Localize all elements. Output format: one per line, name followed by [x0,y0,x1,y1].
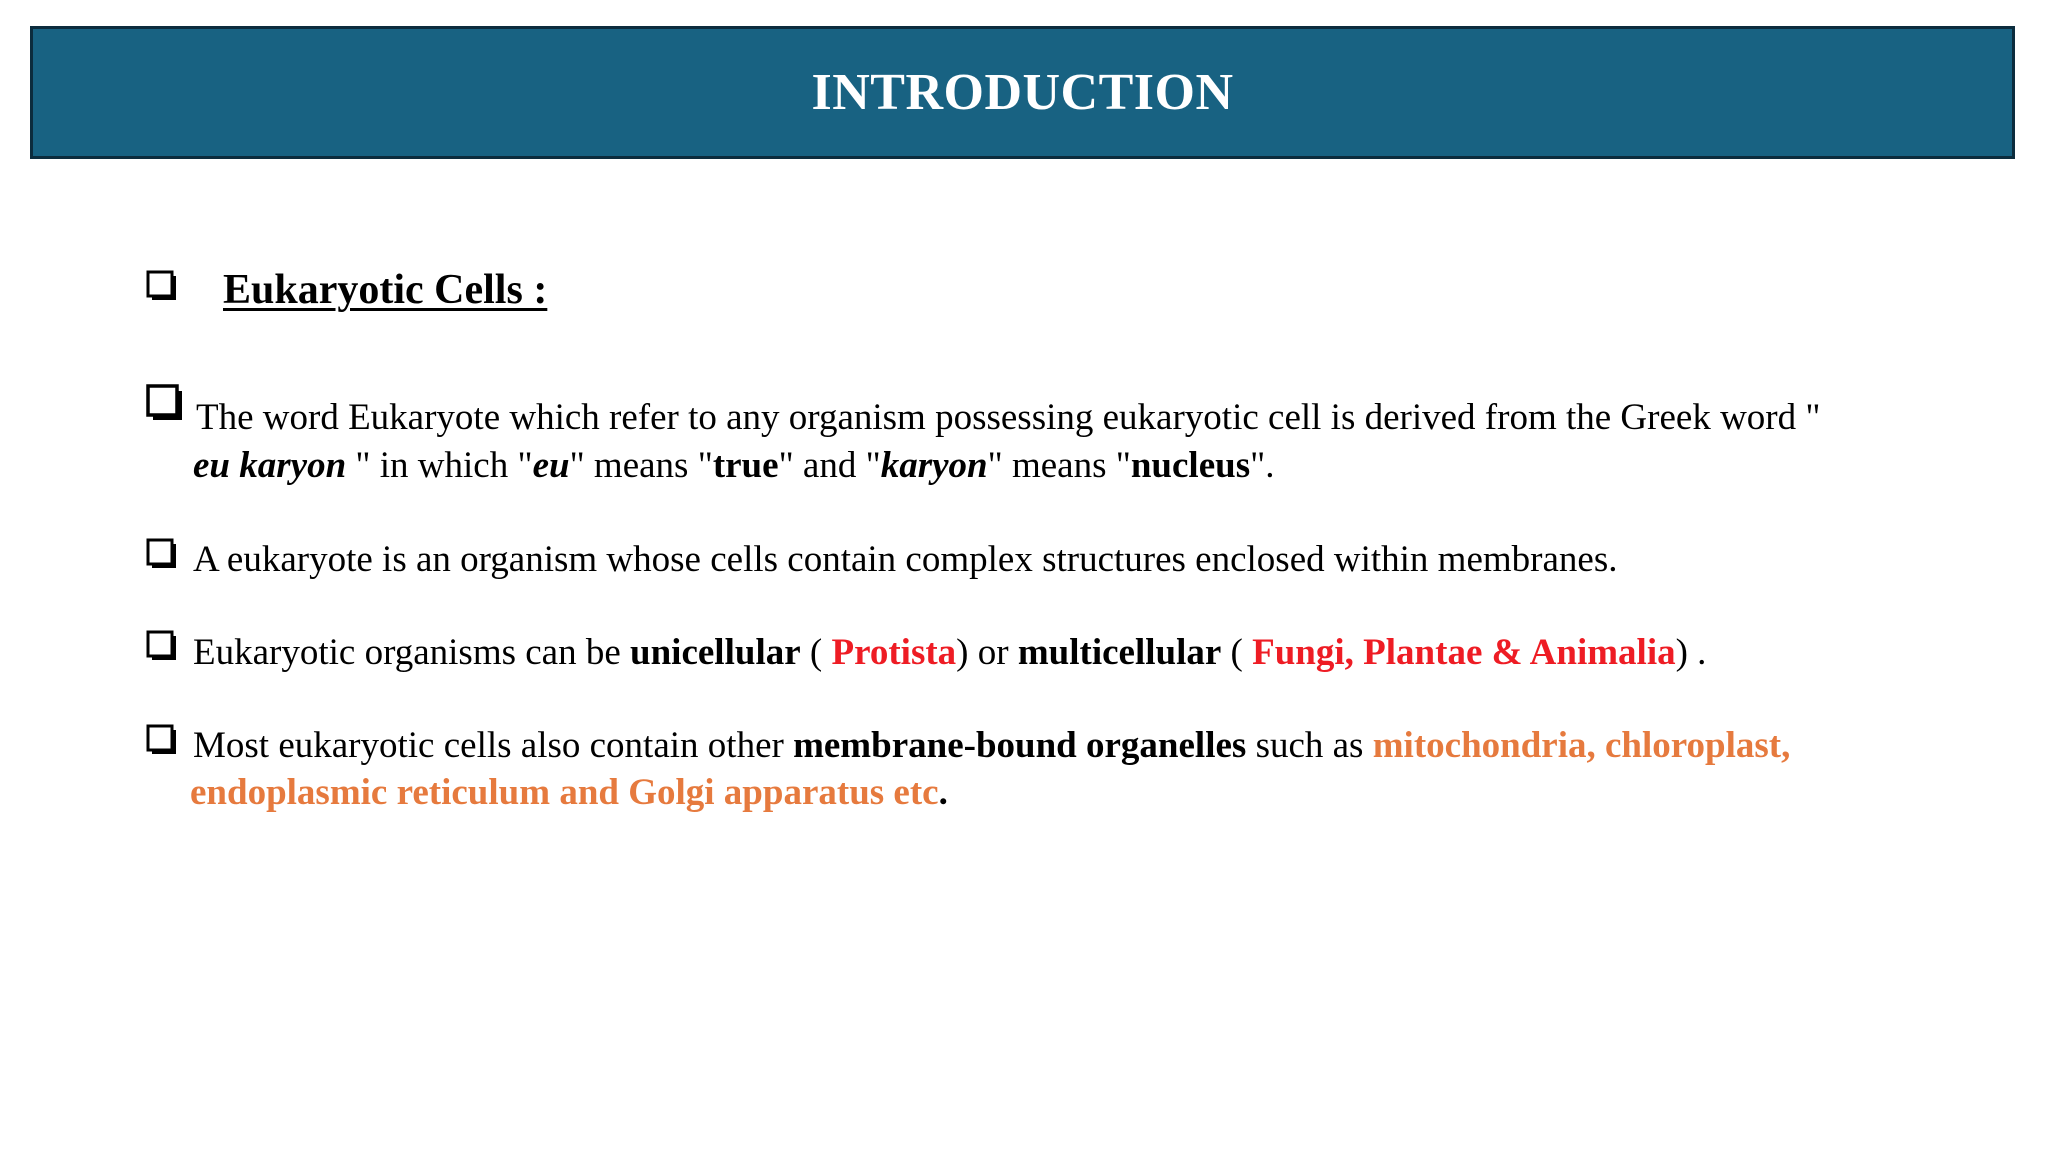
term-eu-karyon: eu karyon [193,445,347,486]
text-span: A eukaryote is an organism whose cells contain complex structures enclosed within membranes. [193,539,1618,580]
term-unicellular: unicellular [630,632,801,673]
section-heading: Eukaryotic Cells : [223,267,548,313]
text-span: Eukaryotic organisms can be [193,632,631,673]
paragraph-organisms [193,629,1706,677]
text-span: such as [1246,725,1373,766]
checkbox-bullet-icon [146,724,174,752]
page-title: INTRODUCTION [811,64,1234,121]
text-span: ) or [956,632,1018,673]
text-span: . [938,772,948,813]
checkbox-bullet-icon [146,384,174,412]
term-organelle-list-2: endoplasmic reticulum and Golgi apparatus etc [190,772,939,813]
term-multicellular: multicellular [1017,632,1222,673]
text-span: " means " [569,445,713,486]
paragraph-etymology [193,394,1821,490]
term-nucleus: nucleus [1130,445,1251,486]
text-span: ( [1221,632,1253,673]
text-span: ( [800,632,832,673]
term-kingdoms: Fungi, Plantae & Animalia [1252,632,1676,673]
term-eu: eu [532,445,570,486]
text-span: ) . [1675,632,1707,673]
checkbox-bullet-icon [146,538,174,566]
text-span: " means " [987,445,1131,486]
text-span: Most eukaryotic cells also contain other [193,725,794,766]
term-true: true [712,445,779,486]
title-bar [30,26,2015,159]
term-protista: Protista [831,632,957,673]
checkbox-bullet-icon [146,630,174,658]
term-karyon: karyon [880,445,988,486]
term-membrane-bound-organelles: membrane-bound organelles [793,725,1247,766]
term-organelle-list-1: mitochondria, chloroplast, [1372,725,1791,766]
checkbox-bullet-icon [146,270,174,298]
text-span: " and " [778,445,881,486]
paragraph-definition [193,536,1617,584]
text-span: ". [1250,445,1275,486]
paragraph-organelles [190,722,1791,816]
text-span: " in which " [346,445,533,486]
text-span: The word Eukaryote which refer to any organism possessing eukaryotic cell is derived from the Greek word " [196,397,1821,438]
